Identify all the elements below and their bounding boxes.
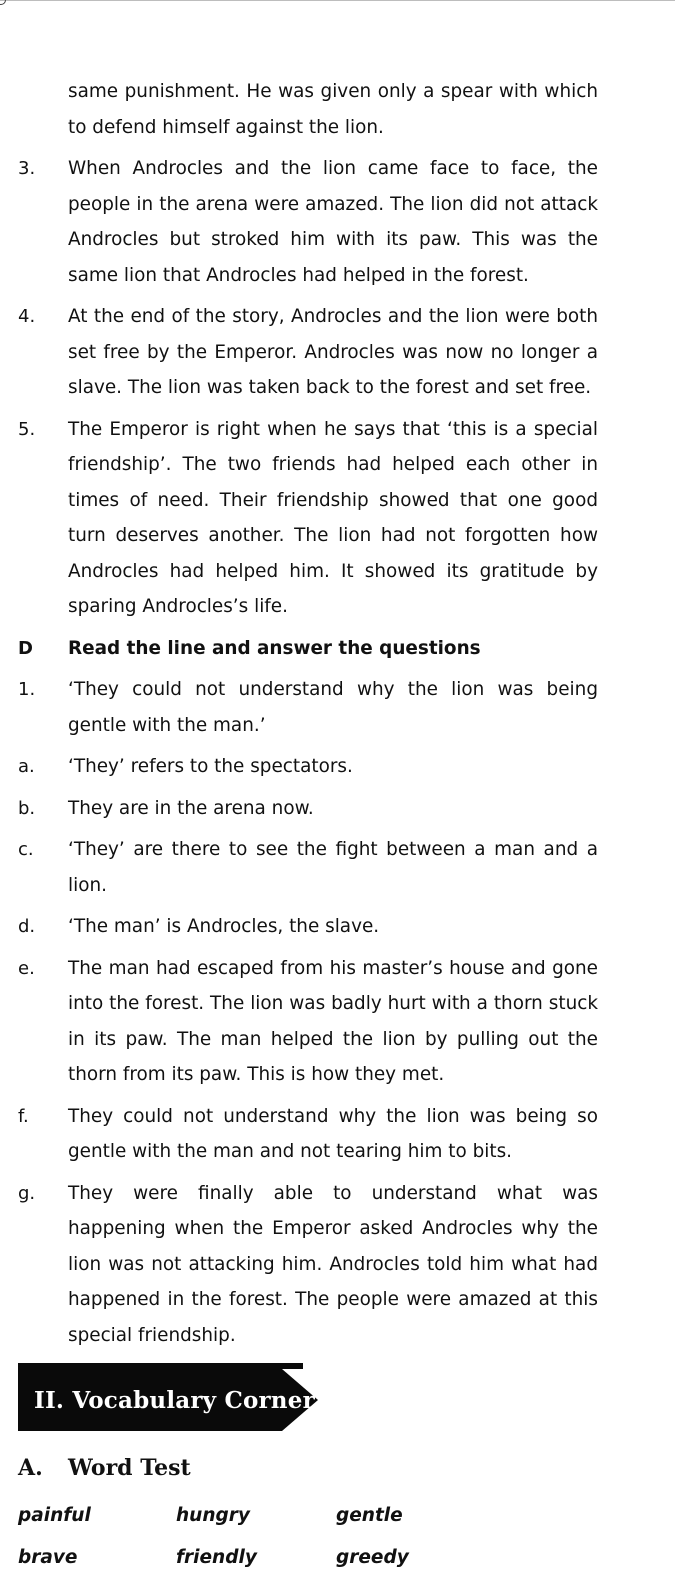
answer-text: At the end of the story, Androcles and the lion were both set free by the Emperor. Androcles was now no longer a slave. The lion was taken back to the forest and set free.	[68, 306, 598, 398]
word-test-heading	[18, 1447, 598, 1491]
word-list	[18, 1495, 598, 1579]
part-item	[18, 791, 598, 827]
part-text: They are in the arena now.	[68, 797, 314, 819]
word-item: friendly	[176, 1547, 257, 1568]
part-label: e.	[18, 957, 35, 979]
banner-rule	[18, 1363, 303, 1369]
part-text: The man had escaped from his master’s house and gone into the forest. The lion was badly hurt with a thorn stuck in its paw. The man helped the lion by pulling out the thorn from its paw. This is how they met.	[68, 957, 598, 1085]
part-item	[18, 951, 598, 1093]
word-item: brave	[18, 1547, 78, 1568]
word-test-label: A.	[18, 1455, 43, 1482]
part-label: g.	[18, 1182, 36, 1204]
part-text: ‘The man’ is Androcles, the slave.	[68, 916, 380, 937]
word-test-title: Word Test	[68, 1455, 191, 1482]
answer-text: The Emperor is right when he says that ‘this is a special friendship’. The two friends had helped each other in times of need. Their friendship showed that one good turn deserves another. The lion had not forgotten how Androcles had helped him. It showed its gratitude by sparing Androcles’s life.	[68, 418, 598, 617]
part-label: f.	[18, 1105, 29, 1127]
word-item: hungry	[176, 1505, 250, 1526]
word-item: greedy	[336, 1547, 409, 1568]
question-text: ‘They could not understand why the lion was being gentle with the man.’	[68, 679, 598, 736]
answer-item	[18, 412, 598, 625]
vocabulary-title: II. Vocabulary Corner	[34, 1387, 315, 1414]
section-d-heading	[18, 631, 598, 667]
part-item	[18, 909, 598, 945]
part-label: a.	[18, 756, 35, 777]
part-label: b.	[18, 797, 36, 819]
answer-number: 3.	[18, 158, 36, 179]
question-item	[18, 672, 598, 743]
word-item: painful	[18, 1505, 91, 1526]
section-title: Read the line and answer the questions	[68, 637, 481, 659]
answer-item	[18, 151, 598, 293]
answer-number: 5.	[18, 418, 36, 440]
part-item	[18, 749, 598, 785]
part-item	[18, 1099, 598, 1170]
part-text: They were finally able to understand what was happening when the Emperor asked Androcles why the lion was not attacking him. Androcles told him what had happened in the forest. The people were amazed at this special friendship.	[68, 1182, 598, 1346]
intro-text: same punishment. He was given only a spear with which to defend himself against the lion.	[68, 81, 598, 138]
question-number: 1.	[18, 679, 36, 700]
part-text: They could not understand why the lion was being so gentle with the man and not tearing him to bits.	[68, 1105, 598, 1162]
answer-item	[18, 299, 598, 406]
intro-continuation	[68, 74, 598, 145]
word-item: gentle	[336, 1505, 403, 1526]
part-item	[18, 832, 598, 903]
part-text: ‘They’ are there to see the fight between a man and a lion.	[68, 839, 598, 896]
corner-icon	[0, 0, 6, 5]
section-letter: D	[18, 637, 33, 659]
top-border	[0, 0, 675, 1]
answer-text: When Androcles and the lion came face to face, the people in the arena were amazed. The lion did not attack Androcles but stroked him with its paw. This was the same lion that Androcles had helped in the forest.	[68, 158, 598, 286]
answer-number: 4.	[18, 306, 36, 327]
part-text: ‘They’ refers to the spectators.	[68, 756, 353, 777]
part-label: d.	[18, 916, 36, 937]
answer-page	[18, 74, 598, 1579]
vocabulary-banner	[18, 1363, 598, 1439]
part-label: c.	[18, 839, 34, 860]
part-item	[18, 1176, 598, 1354]
